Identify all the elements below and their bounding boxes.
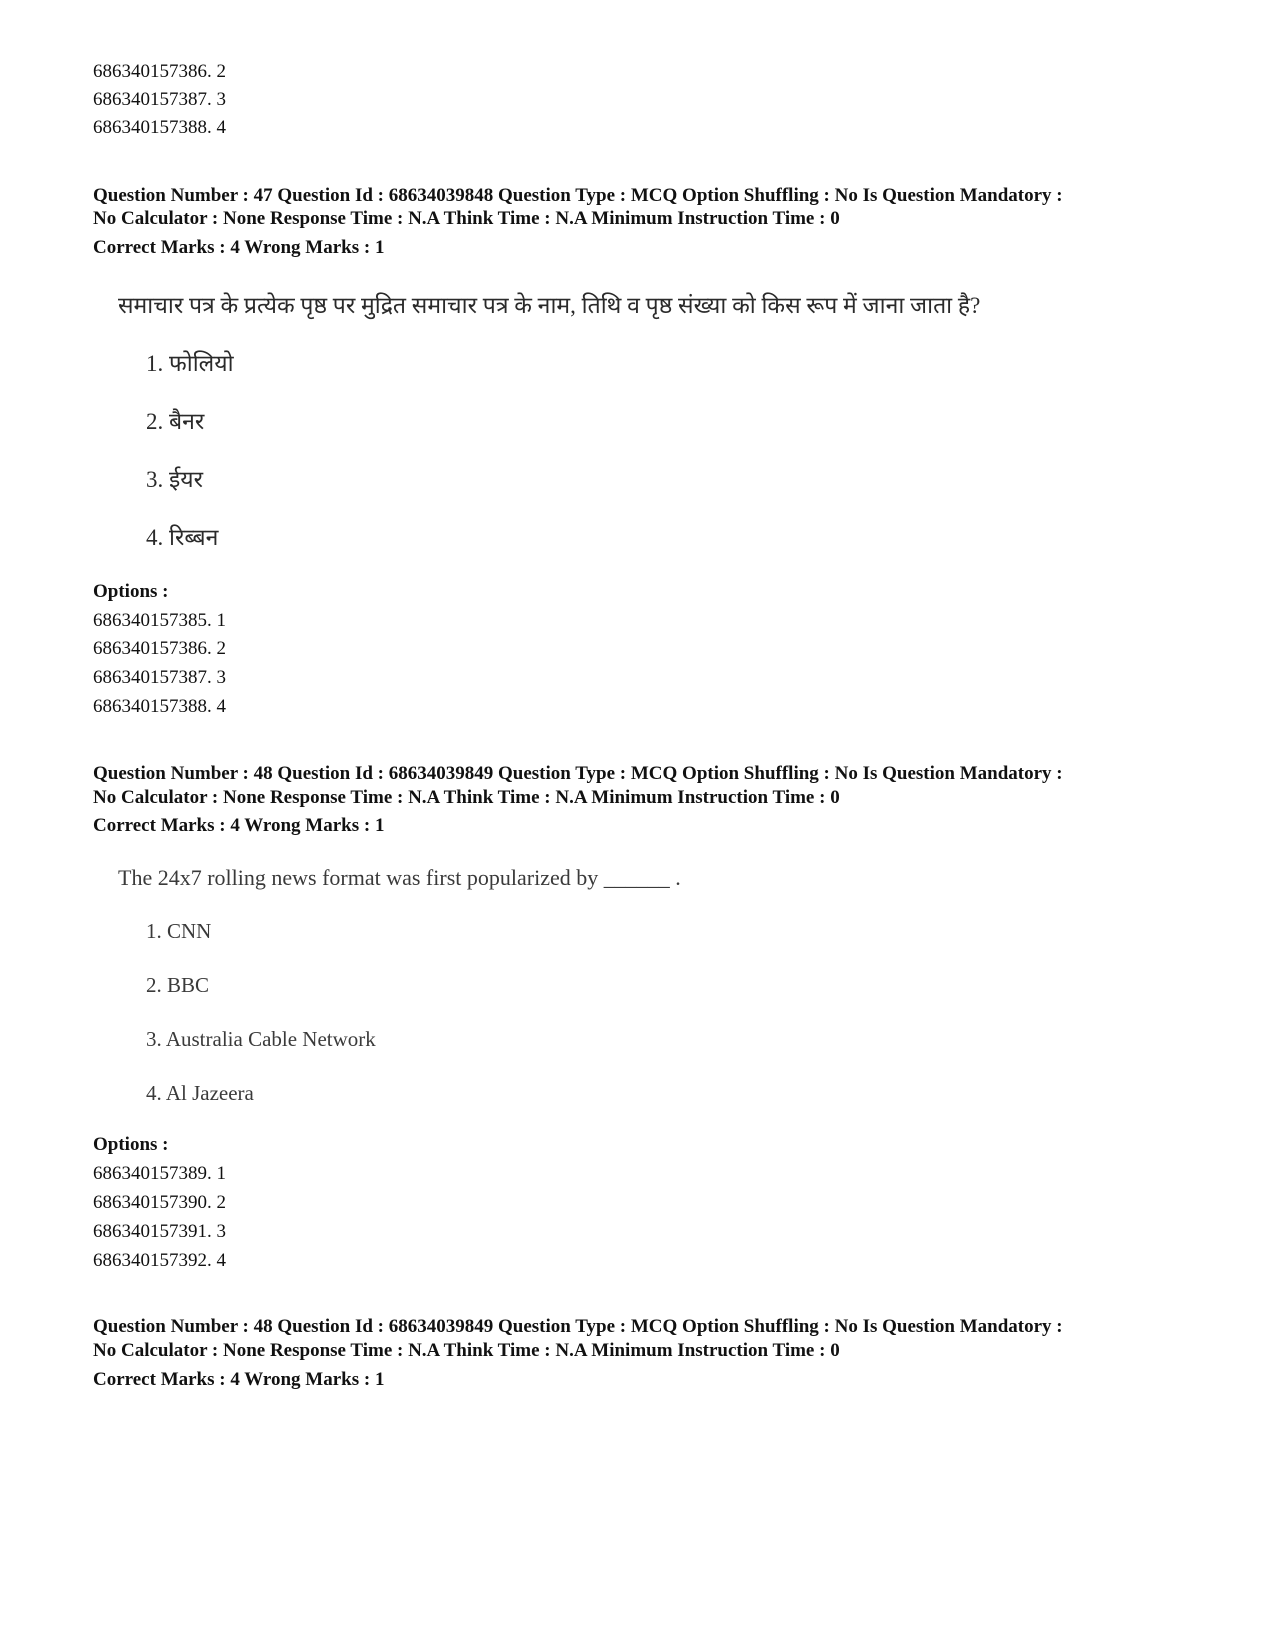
question-header-line1: Question Number : 48 Question Id : 68634039849 Question Type : MCQ Option Shuffling : No Is Question Mandatory : [93, 763, 1063, 784]
option-id-line: 686340157390. 2 [93, 1192, 226, 1213]
question-text: समाचार पत्र के प्रत्येक पृष्ठ पर मुद्रित समाचार पत्र के नाम, तिथि व पृष्ठ संख्या को किस रूप में जाना जाता है? [118, 293, 981, 318]
option-id-line: 686340157386. 2 [93, 638, 226, 659]
question-choice: 3. Australia Cable Network [146, 1027, 376, 1051]
question-marks: Correct Marks : 4 Wrong Marks : 1 [93, 815, 385, 836]
option-id-line: 686340157386. 2 [93, 61, 226, 82]
question-header-line1: Question Number : 48 Question Id : 68634039849 Question Type : MCQ Option Shuffling : No Is Question Mandatory : [93, 1316, 1063, 1337]
question-header-line1: Question Number : 47 Question Id : 68634039848 Question Type : MCQ Option Shuffling : No Is Question Mandatory : [93, 185, 1063, 206]
option-id-line: 686340157388. 4 [93, 696, 226, 717]
option-id-line: 686340157389. 1 [93, 1163, 226, 1184]
option-id-line: 686340157385. 1 [93, 610, 226, 631]
question-text: The 24x7 rolling news format was first popularized by ______ . [118, 865, 681, 890]
question-choice: 4. Al Jazeera [146, 1081, 254, 1105]
question-marks: Correct Marks : 4 Wrong Marks : 1 [93, 1369, 385, 1390]
option-id-line: 686340157391. 3 [93, 1221, 226, 1242]
option-id-line: 686340157387. 3 [93, 667, 226, 688]
option-id-line: 686340157388. 4 [93, 117, 226, 138]
question-choice: 2. BBC [146, 973, 210, 997]
question-choice: 4. रिब्बन [146, 525, 219, 550]
option-id-line: 686340157392. 4 [93, 1250, 226, 1271]
question-choice: 3. ईयर [146, 467, 204, 492]
options-label: Options : [93, 581, 169, 602]
question-choice: 1. फोलियो [146, 351, 234, 376]
question-header-line2: No Calculator : None Response Time : N.A Think Time : N.A Minimum Instruction Time : 0 [93, 1340, 840, 1361]
option-id-line: 686340157387. 3 [93, 89, 226, 110]
options-label: Options : [93, 1134, 169, 1155]
question-choice: 2. बैनर [146, 409, 205, 434]
question-choice: 1. CNN [146, 919, 212, 943]
question-header-line2: No Calculator : None Response Time : N.A Think Time : N.A Minimum Instruction Time : 0 [93, 787, 840, 808]
question-marks: Correct Marks : 4 Wrong Marks : 1 [93, 237, 385, 258]
question-header-line2: No Calculator : None Response Time : N.A Think Time : N.A Minimum Instruction Time : 0 [93, 208, 840, 229]
